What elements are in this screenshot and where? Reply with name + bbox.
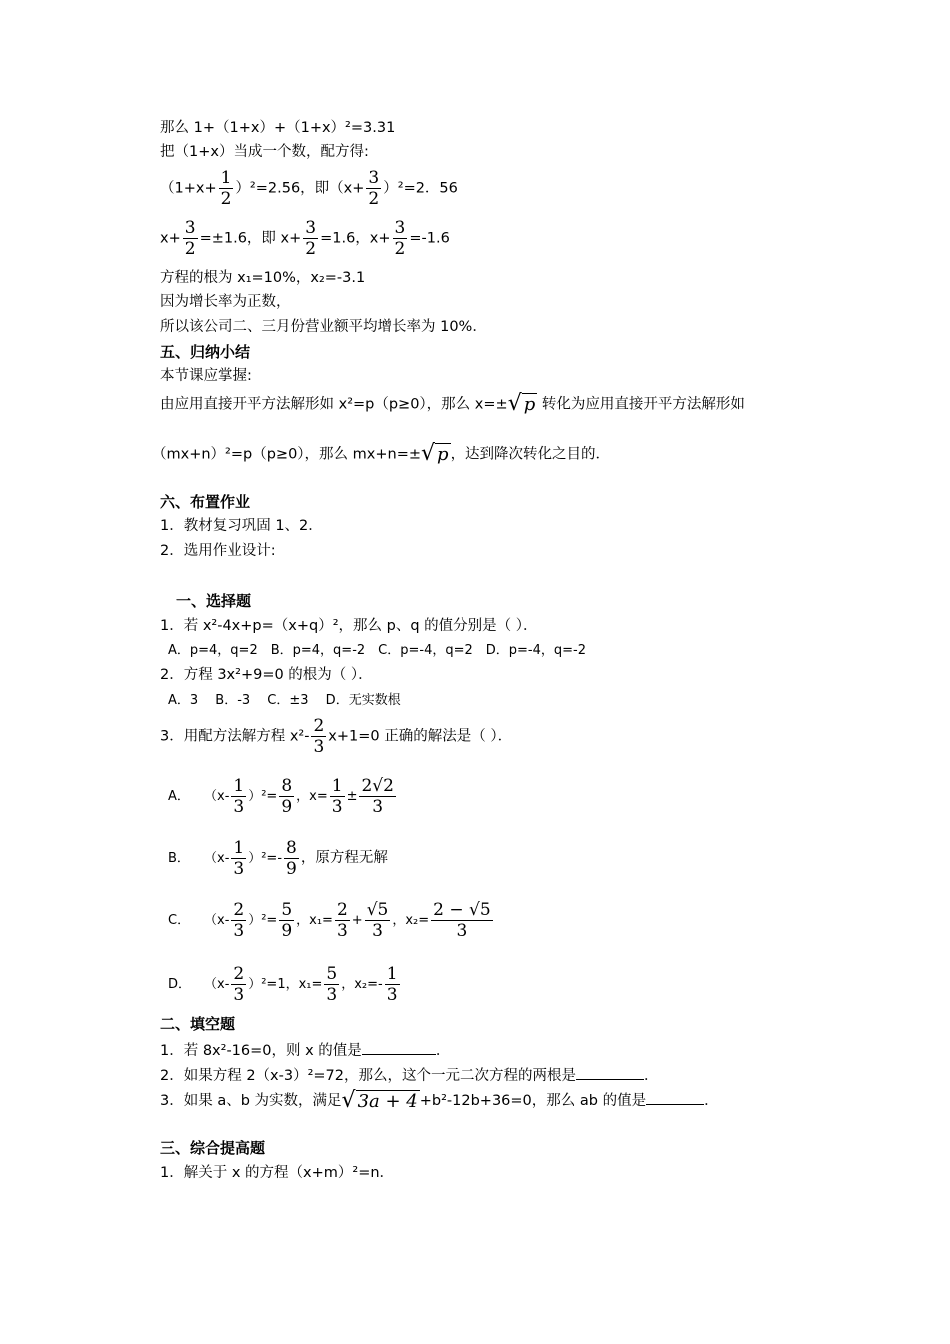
- choice-q3: 3．用配方法解方程 x²- $\frac{2}{3}$ x+1=0 正确的解法是（ ）．: [160, 716, 513, 757]
- advanced-heading: 三、综合提高题: [160, 1139, 266, 1157]
- summary-paragraph-2: （mx+n）²=p（p≥0），那么 mx+n=±√ p ，达到降次转化之目的．: [152, 441, 611, 466]
- solution-line-3: [160, 168, 458, 209]
- choice-q3-option-c: C． （x- $\frac{2}{3}$ ）²= $\frac{5}{9}$ ，x₁= $\frac{2}{3}$ + $\frac{√5}{3}$ ，x₂= $\frac{2 - √5}{3}$: [168, 900, 491, 941]
- text: ）²=2.56，即（x+: [235, 180, 365, 197]
- fraction: $\frac{3}{2}$: [368, 168, 380, 209]
- fraction: $\frac{3}{2}$: [394, 218, 406, 259]
- choice-q3-option-a: A． （x- $\frac{1}{3}$ ）²= $\frac{8}{9}$ ，x= $\frac{1}{3}$ ± $\frac{2√2}{3}$: [168, 776, 394, 817]
- choice-heading: 一、选择题: [176, 592, 252, 610]
- summary-intro: 本节课应掌握:: [160, 368, 252, 384]
- solution-line-5: 方程的根为 x₁=10%，x₂=-3.1: [160, 270, 366, 286]
- text: ）²=2．56: [383, 180, 458, 197]
- solution-line-6: 因为增长率为正数，: [160, 294, 291, 310]
- solution-line-1: 那么 1+（1+x）+（1+x）²=3.31: [160, 120, 396, 136]
- homework-heading: 六、布置作业: [160, 493, 251, 511]
- choice-q2: 2．方程 3x²+9=0 的根为（ ）．: [160, 667, 373, 683]
- solution-line-7: 所以该公司二、三月份营业额平均增长率为 10%．: [160, 319, 487, 335]
- choice-q1: 1．若 x²-4x+p=（x+q）²，那么 p、q 的值分别是（ ）．: [160, 618, 538, 634]
- choice-q1-options: A．p=4，q=2 B．p=4，q=-2 C．p=-4，q=2 D．p=-4，q=-2: [168, 643, 586, 658]
- homework-item-2: 2．选用作业设计:: [160, 543, 276, 559]
- sqrt-p: √ p: [507, 391, 536, 416]
- summary-paragraph-1: 由应用直接开平方法解形如 x²=p（p≥0），那么 x=±√ p 转化为应用直接开平方法解形如: [160, 391, 745, 416]
- fraction: $\frac{2}{3}$: [313, 716, 325, 757]
- solution-line-4: x+ $\frac{3}{2}$ =±1.6，即 x+ $\frac{3}{2}$ =1.6，x+ $\frac{3}{2}$ =-1.6: [160, 218, 450, 259]
- choice-q3-option-b: B． （x- $\frac{1}{3}$ ）²=- $\frac{8}{9}$ ，原方程无解: [168, 838, 388, 879]
- answer-blank[interactable]: [646, 1090, 704, 1105]
- sqrt-3a-plus-4: √ 3a + 4: [341, 1087, 418, 1113]
- text: （1+x+: [160, 180, 217, 197]
- answer-blank[interactable]: [362, 1040, 436, 1055]
- summary-heading: 五、归纳小结: [160, 343, 251, 361]
- fraction: $\frac{3}{2}$: [305, 218, 317, 259]
- advanced-q1: 1．解关于 x 的方程（x+m）²=n．: [160, 1165, 395, 1181]
- fraction: $\frac{3}{2}$: [184, 218, 196, 259]
- fill-heading: 二、填空题: [160, 1015, 236, 1033]
- fill-q3: 3．如果 a、b 为实数，满足√ 3a + 4 +b²-12b+36=0，那么 ab 的值是 ．: [160, 1087, 719, 1113]
- solution-line-2: 把（1+x）当成一个数，配方得:: [160, 144, 369, 160]
- answer-blank[interactable]: [576, 1065, 644, 1080]
- sqrt-p: √ p: [421, 441, 449, 466]
- fill-q1: 1．若 8x²-16=0，则 x 的值是 ．: [160, 1040, 450, 1061]
- fill-q2: 2．如果方程 2（x-3）²=72，那么，这个一元二次方程的两根是 ．: [160, 1065, 659, 1086]
- fraction: $\frac{1}{2}$: [220, 168, 232, 209]
- choice-q2-options: A．3 B．-3 C．±3 D．无实数根: [168, 693, 401, 708]
- homework-item-1: 1．教材复习巩固 1、2．: [160, 518, 323, 534]
- choice-q3-option-d: D． （x- $\frac{2}{3}$ ）²=1，x₁= $\frac{5}{3}$ ，x₂=- $\frac{1}{3}$: [168, 964, 398, 1005]
